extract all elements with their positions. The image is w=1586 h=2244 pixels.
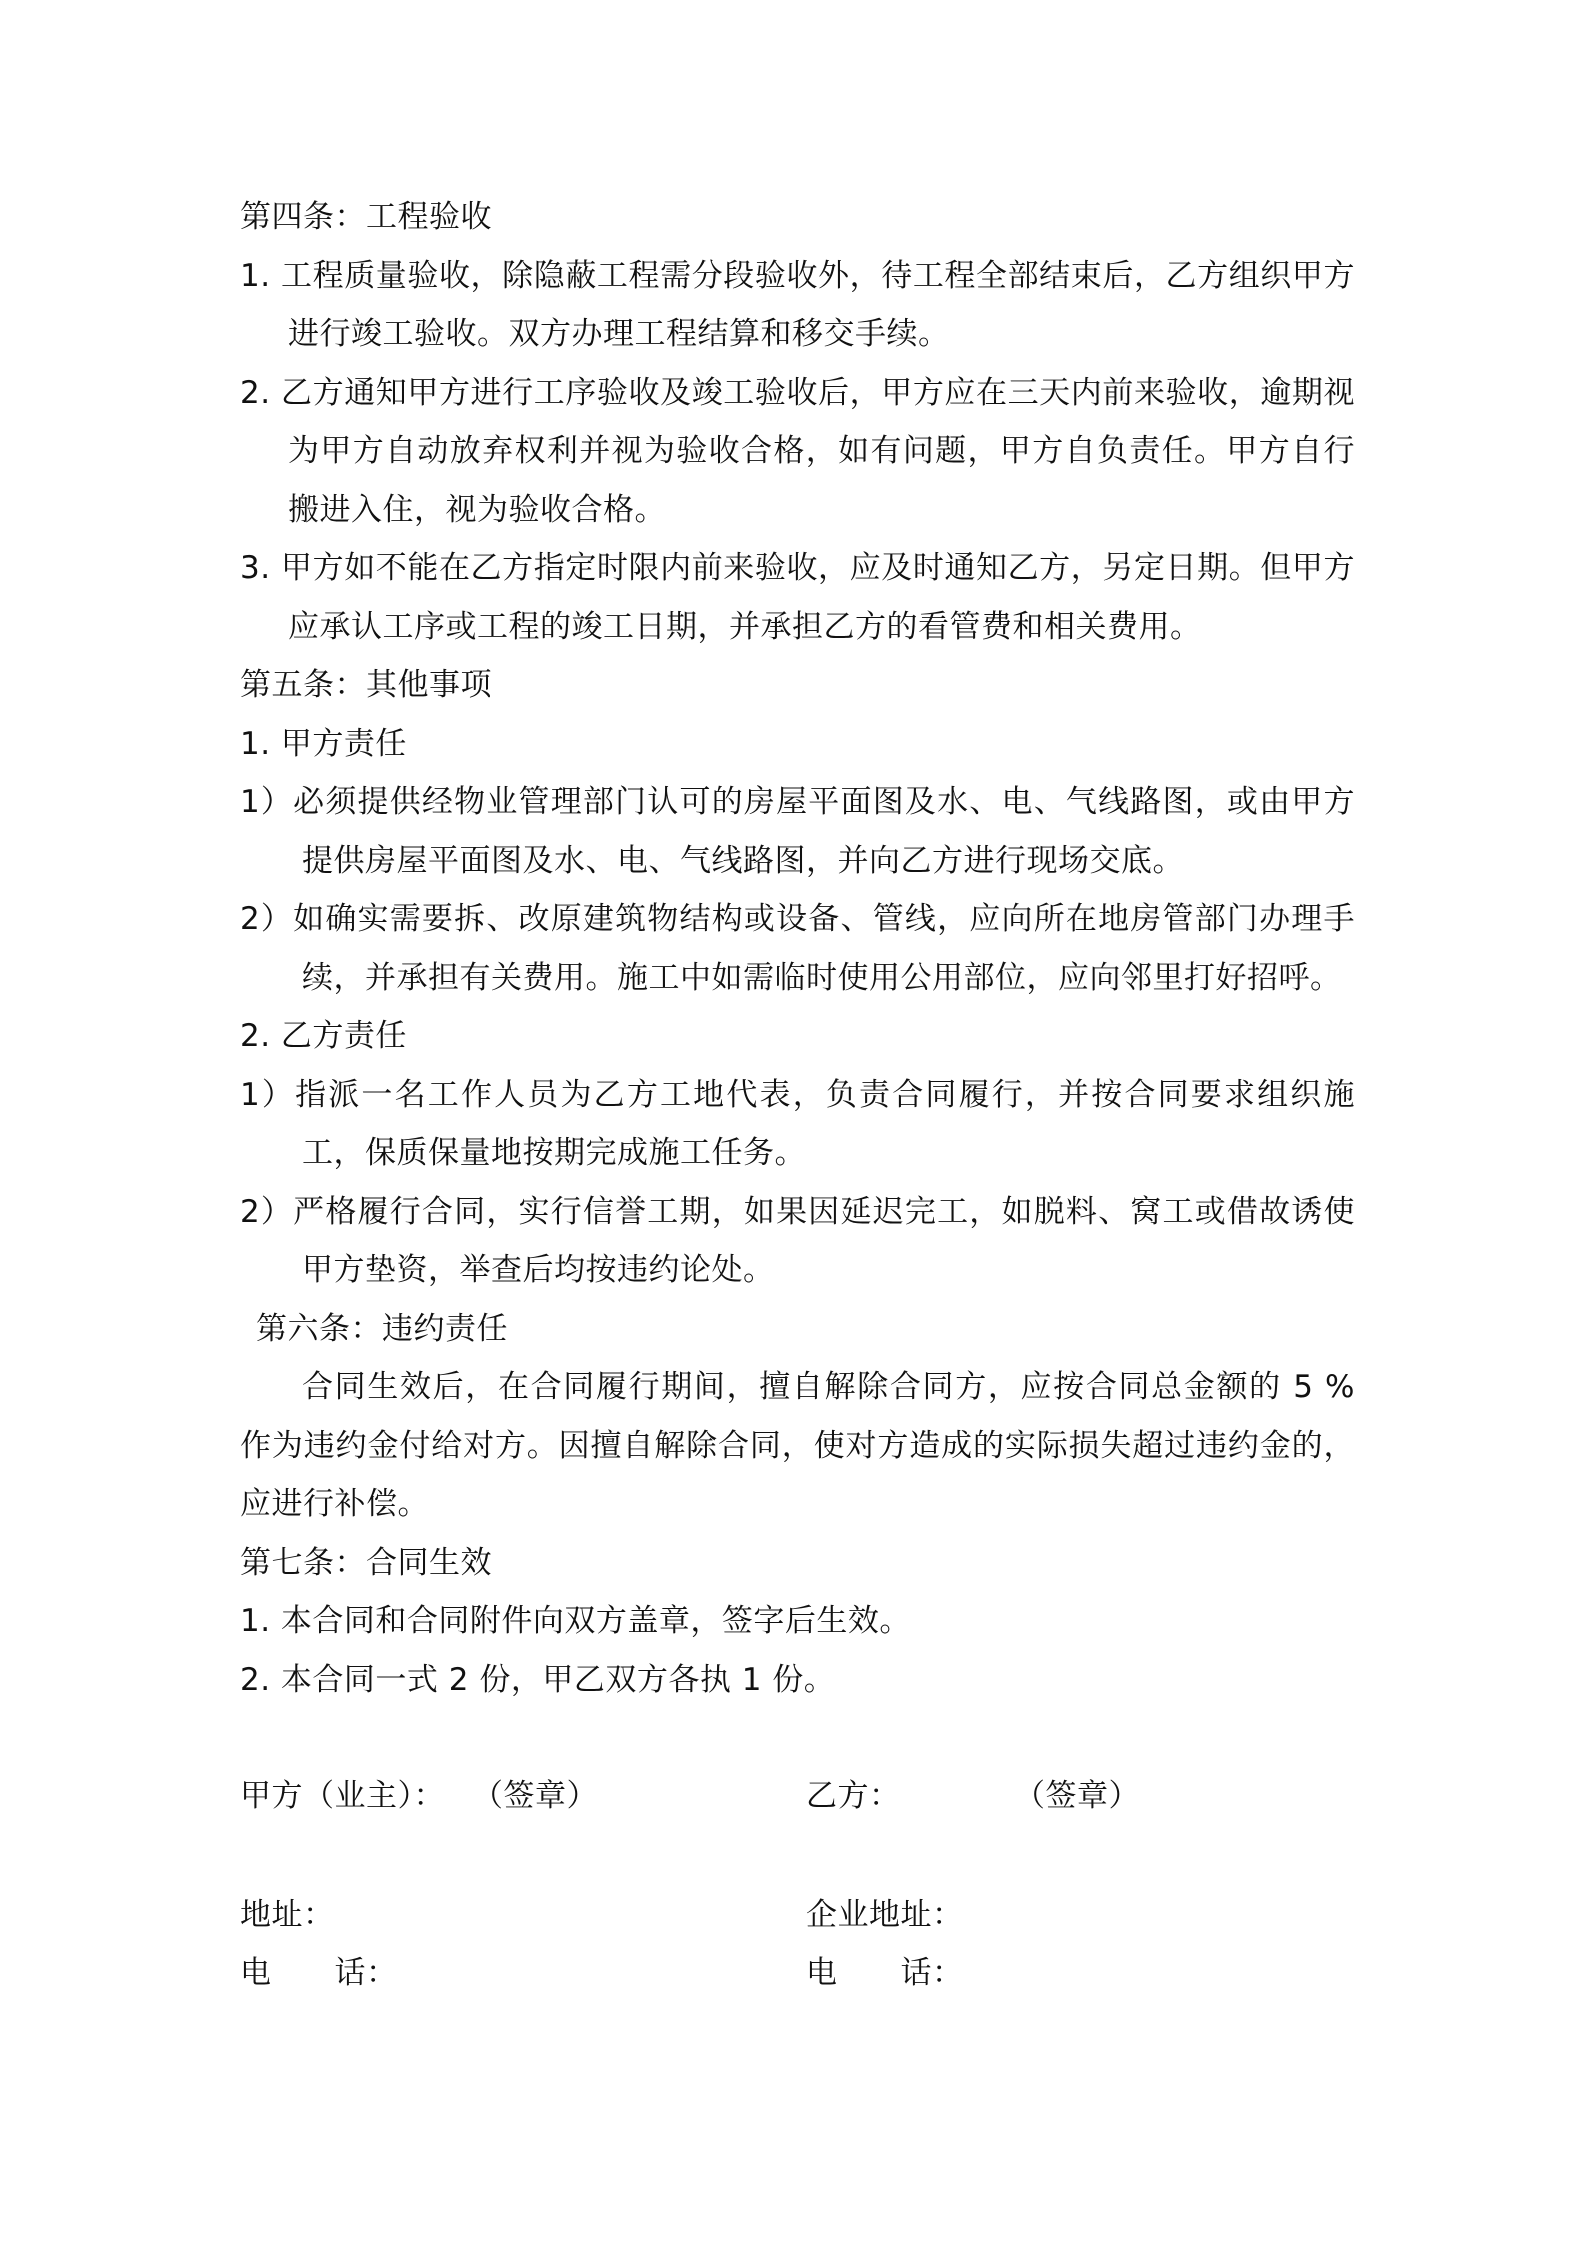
party-b-responsibility-title: 2. 乙方责任	[240, 1018, 407, 1054]
article5-heading: 第五条：其他事项	[240, 667, 492, 703]
article7-item-2: 2. 本合同一式 2 份，甲乙双方各执 1 份。	[240, 1661, 836, 1698]
party-b-phone-label: 电 话：	[806, 1955, 964, 1991]
party-a-address-label: 地址：	[240, 1896, 335, 1933]
article6-heading: 第六条：违约责任	[256, 1310, 508, 1347]
party-b-label: 乙方：	[806, 1778, 901, 1814]
article4-heading: 第四条：工程验收	[240, 199, 492, 235]
party-a-label: 甲方（业主）：	[240, 1778, 445, 1814]
article6-paragraph: 合同生效后，在合同履行期间，擅自解除合同方，应按合同总金额的 5 % 作为违约金付给对方。因擅自解除合同，使对方造成的实际损失超过违约金的，应进行补偿。	[240, 1369, 1355, 1522]
article7-item-1: 1. 本合同和合同附件向双方盖章，签字后生效。	[240, 1603, 911, 1639]
phone-row	[240, 1944, 1355, 2003]
party-a-item-1: 1）必须提供经物业管理部门认可的房屋平面图及水、电、气线路图，或由甲方提供房屋平面图及水、电、气线路图，并向乙方进行现场交底。	[240, 784, 1355, 879]
address-row	[240, 1886, 1355, 1945]
party-a-seal: （签章）	[472, 1778, 598, 1814]
spacer	[240, 1826, 1355, 1886]
contract-body	[240, 188, 1355, 2003]
party-b-item-1: 1）指派一名工作人员为乙方工地代表，负责合同履行，并按合同要求组织施工，保质保量地按期完成施工任务。	[240, 1076, 1355, 1171]
party-a-item-2: 2）如确实需要拆、改原建筑物结构或设备、管线，应向所在地房管部门办理手续，并承担有关费用。施工中如需临时使用公用部位，应向邻里打好招呼。	[240, 901, 1355, 996]
spacer	[240, 1709, 1355, 1767]
party-b-seal: （签章）	[1014, 1778, 1140, 1814]
party-b-item-2: 2）严格履行合同，实行信誉工期，如果因延迟完工，如脱料、窝工或借故诱使甲方垫资，举查后均按违约论处。	[240, 1193, 1355, 1288]
article4-item-1: 1. 工程质量验收，除隐蔽工程需分段验收外，待工程全部结束后，乙方组织甲方进行竣工验收。双方办理工程结算和移交手续。	[240, 257, 1355, 352]
party-a-phone-label: 电 话：	[240, 1955, 398, 1991]
article4-item-3: 3. 甲方如不能在乙方指定时限内前来验收，应及时通知乙方，另定日期。但甲方应承认工序或工程的竣工日期，并承担乙方的看管费和相关费用。	[240, 550, 1355, 645]
party-a-responsibility-title: 1. 甲方责任	[240, 725, 407, 762]
article4-item-2: 2. 乙方通知甲方进行工序验收及竣工验收后，甲方应在三天内前来验收，逾期视为甲方自动放弃权利并视为验收合格，如有问题，甲方自负责任。甲方自行搬进入住，视为验收合格。	[240, 374, 1355, 528]
article7-heading: 第七条：合同生效	[240, 1544, 492, 1581]
signature-row	[240, 1767, 1355, 1826]
party-b-address-label: 企业地址：	[806, 1896, 964, 1933]
